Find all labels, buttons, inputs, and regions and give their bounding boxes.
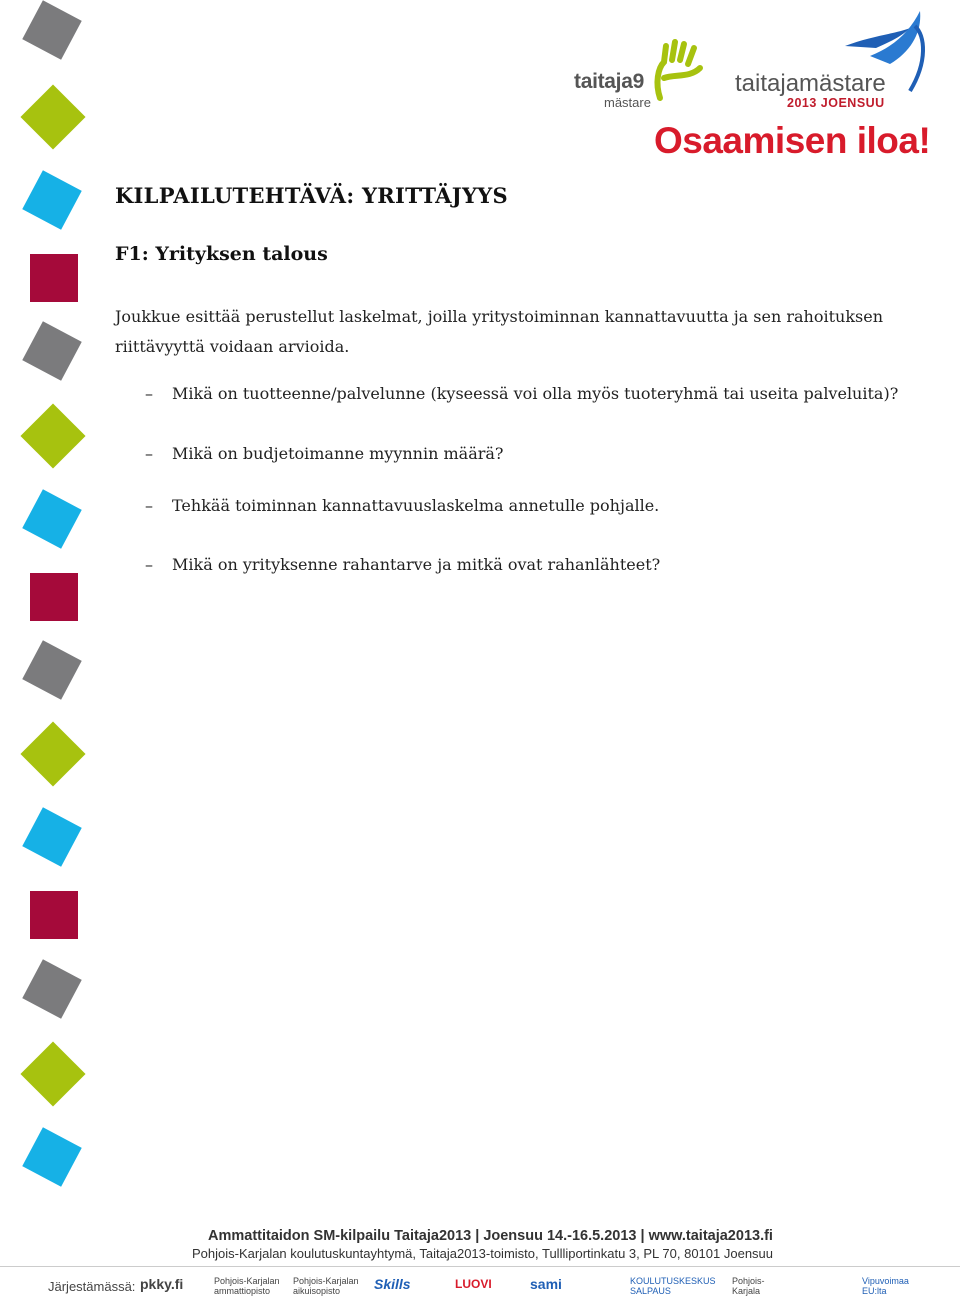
- maroon-square-decor: [30, 254, 78, 302]
- gray-square-decor: [22, 321, 82, 381]
- footer-divider: [0, 1266, 960, 1267]
- question-item: [145, 384, 898, 403]
- question-item: [145, 444, 504, 463]
- sponsor-logo-sami: sami: [530, 1276, 562, 1292]
- slogan: Osaamisen iloa!: [654, 120, 931, 161]
- sponsor-logo-pohjois-karjala: Pohjois-Karjala: [732, 1276, 765, 1296]
- sponsor-logo-skills: Skills: [374, 1276, 411, 1292]
- taitaja9-logo: taitaja9: [574, 70, 644, 93]
- dash-bullet: –: [145, 444, 153, 463]
- gray-square-decor: [22, 640, 82, 700]
- footer-event-info: Ammattitaidon SM-kilpailu Taitaja2013 | Joensuu 14.-16.5.2013 | www.taitaja2013.fi: [208, 1228, 773, 1244]
- sponsor-logo-luovi: LUOVI: [455, 1277, 492, 1291]
- cyan-square-decor: [22, 1127, 82, 1187]
- gray-square-decor: [22, 959, 82, 1019]
- lime-diamond-decor: [20, 403, 85, 468]
- intro-paragraph: Joukkue esittää perustellut laskelmat, joilla yritystoiminnan kannattavuutta ja sen rahoituksen riittävyyttä voidaan arvioida.: [115, 307, 883, 356]
- dash-bullet: –: [145, 555, 153, 574]
- question-item: [145, 555, 660, 574]
- question-item: [145, 496, 659, 515]
- sponsor-logo-aikuisopisto: Pohjois-Karjalan aikuisopisto: [293, 1276, 359, 1296]
- question-text: Tehkää toiminnan kannattavuuslaskelma annetulle pohjalle.: [172, 496, 660, 515]
- hand-logo-icon: [650, 38, 710, 108]
- document-subtitle: F1: Yrityksen talous: [115, 243, 328, 265]
- dash-bullet: –: [145, 496, 153, 515]
- organizer-label: Järjestämässä:: [48, 1279, 136, 1294]
- question-text: Mikä on budjetoimanne myynnin määrä?: [172, 444, 504, 463]
- header-logos: [560, 0, 960, 170]
- taitajamastare-logo-sub: 2013 JOENSUU: [787, 96, 885, 110]
- sponsor-logo-salpaus: KOULUTUSKESKUS SALPAUS: [630, 1276, 716, 1296]
- cyan-square-decor: [22, 489, 82, 549]
- document-title: KILPAILUTEHTÄVÄ: YRITTÄJYYS: [115, 183, 508, 208]
- lime-diamond-decor: [20, 1041, 85, 1106]
- maroon-square-decor: [30, 573, 78, 621]
- question-text: Mikä on yrityksenne rahantarve ja mitkä ovat rahanlähteet?: [172, 555, 661, 574]
- cyan-square-decor: [22, 170, 82, 230]
- gray-square-decor: [22, 0, 82, 60]
- maroon-square-decor: [30, 891, 78, 939]
- cyan-square-decor: [22, 807, 82, 867]
- question-text: Mikä on tuotteenne/palvelunne (kyseessä voi olla myös tuoteryhmä tai useita palveluita)?: [172, 384, 899, 403]
- sponsor-logo-pkky: pkky.fi: [140, 1276, 184, 1292]
- lime-diamond-decor: [20, 721, 85, 786]
- dash-bullet: –: [145, 384, 153, 403]
- footer-address: Pohjois-Karjalan koulutuskuntayhtymä, Taitaja2013-toimisto, Tullliportinkatu 3, PL 70, 80101 Joensuu: [192, 1246, 774, 1261]
- taitajamastare-logo: taitajamästare: [735, 70, 886, 97]
- sponsor-logo-eu: Vipuvoimaa EU:lta: [862, 1276, 909, 1296]
- sponsor-logo-ammattiopisto: Pohjois-Karjalan ammattiopisto: [214, 1276, 280, 1296]
- taitaja9-logo-sub: mästare: [604, 95, 651, 110]
- lime-diamond-decor: [20, 84, 85, 149]
